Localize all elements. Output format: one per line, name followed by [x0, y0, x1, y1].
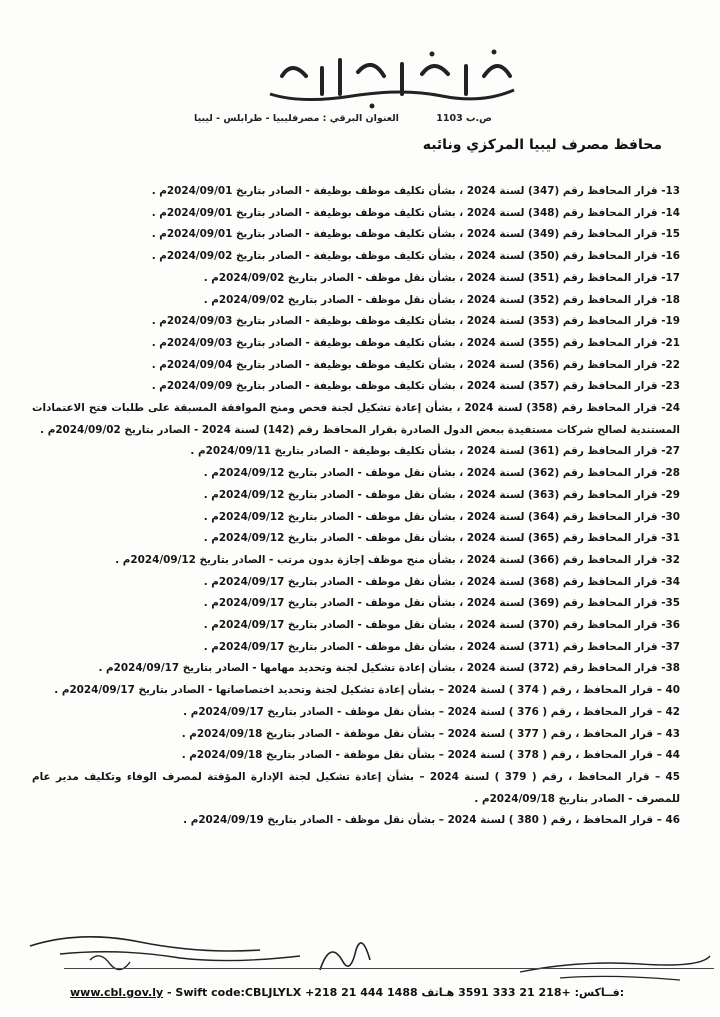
list-item: 32- قرار المحافظ رقم (366) لسنة 2024 ، بشأن منح موظف إجازة بدون مرتب - الصادر بتاريخ 2024/09/12م . [115, 553, 680, 566]
footer-contact: www.cbl.gov.ly - Swift code:CBLJLYLX +218 21 444 1488 فــاكس: +218 21 333 3591 هـاتف: [70, 986, 625, 999]
list-item: 42 – قرار المحافظ ، رقم ( 376 ) لسنة 2024 – بشأن نقل موظف - الصادر بتاريخ 2024/09/17م . [183, 705, 680, 718]
list-item: 23- قرار المحافظ رقم (357) لسنة 2024 ، بشأن تكليف موظف بوظيفة - الصادر بتاريخ 2024/09/09م . [151, 380, 680, 393]
list-item: 34- قرار المحافظ رقم (368) لسنة 2024 ، بشأن نقل موظف - الصادر بتاريخ 2024/09/17م . [203, 575, 680, 588]
footer-divider [64, 968, 714, 969]
telegraphic-address: العنوان البرقي : مصرفليبيا - طرابلس - ليبيا [194, 113, 399, 124]
list-item: 29- قرار المحافظ رقم (363) لسنة 2024 ، بشأن نقل موظف - الصادر بتاريخ 2024/09/12م . [203, 488, 680, 501]
list-item: 13- قرار المحافظ رقم (347) لسنة 2024 ، بشأن تكليف موظف بوظيفة - الصادر بتاريخ 2024/09/01م . [151, 185, 680, 197]
list-item: 28- قرار المحافظ رقم (362) لسنة 2024 ، بشأن نقل موظف - الصادر بتاريخ 2024/09/12م . [203, 467, 680, 480]
list-item: 14- قرار المحافظ رقم (348) لسنة 2024 ، بشأن تكليف موظف بوظيفة - الصادر بتاريخ 2024/09/01م . [151, 206, 680, 219]
swift-code: Swift code:CBLJLYLX [175, 986, 302, 999]
list-item: 37- قرار المحافظ رقم (371) لسنة 2024 ، بشأن نقل موظف - الصادر بتاريخ 2024/09/17م . [203, 640, 680, 653]
list-item: 40 – قرار المحافظ ، رقم ( 374 ) لسنة 2024 – بشأن إعادة تشكيل لجنة وتحديد اختصاصاتها - الصادر بتاريخ 2024/09/17م . [54, 684, 680, 697]
fax-number: +218 21 444 1488 [305, 986, 418, 999]
list-item: 30- قرار المحافظ رقم (364) لسنة 2024 ، بشأن نقل موظف - الصادر بتاريخ 2024/09/12م . [203, 510, 680, 523]
list-item: 36- قرار المحافظ رقم (370) لسنة 2024 ، بشأن نقل موظف - الصادر بتاريخ 2024/09/17م . [203, 619, 680, 632]
list-item: 46 – قرار المحافظ ، رقم ( 380 ) لسنة 2024 – بشأن نقل موظف - الصادر بتاريخ 2024/09/19م . [183, 814, 680, 827]
decisions-list [32, 181, 680, 832]
list-item: 35- قرار المحافظ رقم (369) لسنة 2024 ، بشأن نقل موظف - الصادر بتاريخ 2024/09/17م . [203, 597, 680, 610]
fax-label: فــاكس: [574, 986, 620, 999]
list-item: 43 – قرار المحافظ ، رقم ( 377 ) لسنة 2024 – بشأن نقل موظفة - الصادر بتاريخ 2024/09/18م . [181, 727, 680, 740]
list-item: 27- قرار المحافظ رقم (361) لسنة 2024 ، بشأن تكليف بوظيفة - الصادر بتاريخ 2024/09/11م . [190, 445, 680, 458]
bank-logo [262, 46, 522, 112]
phone-label: هـاتف: [421, 986, 625, 999]
list-item: 18- قرار المحافظ رقم (352) لسنة 2024 ، بشأن نقل موظف - الصادر بتاريخ 2024/09/02م . [203, 293, 680, 306]
list-item: 44 – قرار المحافظ ، رقم ( 378 ) لسنة 2024 – بشأن نقل موظفة - الصادر بتاريخ 2024/09/18م . [181, 749, 680, 762]
phone-number: +218 21 333 3591 [458, 986, 571, 999]
list-item: 24- قرار المحافظ رقم (358) لسنة 2024 ، بشأن إعادة تشكيل لجنة فحص ومنح الموافقة المسبقة على طلبات فتح الاعتمادات المستندية لصالح شركات مستفيدة ببعض الدول الصادرة بقرار المحافظ رقم (142) لسنة 2024 - الصادر بتاريخ 2024/09/02م . [32, 402, 680, 436]
list-item: 21- قرار المحافظ رقم (355) لسنة 2024 ، بشأن تكليف موظف بوظيفة - الصادر بتاريخ 2024/09/03م . [151, 336, 680, 349]
list-item: 16- قرار المحافظ رقم (350) لسنة 2024 ، بشأن تكليف موظف بوظيفة - الصادر بتاريخ 2024/09/02م . [151, 250, 680, 263]
list-item: 45 – قرار المحافظ ، رقم ( 379 ) لسنة 2024 – بشأن إعادة تشكيل لجنة الإدارة المؤقتة لمصرف الوفاء وتكليف مدير عام للمصرف - الصادر بتاريخ 2024/09/18م . [32, 770, 680, 805]
list-item: 38- قرار المحافظ رقم (372) لسنة 2024 ، بشأن إعادة تشكيل لجنة وتحديد مهامها - الصادر بتاريخ 2024/09/17م . [98, 662, 680, 675]
list-item: 15- قرار المحافظ رقم (349) لسنة 2024 ، بشأن تكليف موظف بوظيفة - الصادر بتاريخ 2024/09/01م . [151, 228, 680, 241]
recipient-heading: محافظ مصرف ليبيا المركزي ونائبه [422, 137, 662, 153]
website-link[interactable]: www.cbl.gov.ly [70, 986, 164, 999]
list-item: 17- قرار المحافظ رقم (351) لسنة 2024 ، بشأن نقل موظف - الصادر بتاريخ 2024/09/02م . [203, 271, 680, 284]
list-item: 22- قرار المحافظ رقم (356) لسنة 2024 ، بشأن تكليف موظف بوظيفة - الصادر بتاريخ 2024/09/04م . [151, 358, 680, 371]
list-item: 19- قرار المحافظ رقم (353) لسنة 2024 ، بشأن تكليف موظف بوظيفة - الصادر بتاريخ 2024/09/03م . [151, 315, 680, 328]
list-item: 31- قرار المحافظ رقم (365) لسنة 2024 ، بشأن نقل موظف - الصادر بتاريخ 2024/09/12م . [203, 532, 680, 545]
po-box: ص.ب 1103 [436, 113, 492, 124]
address-line [0, 113, 720, 124]
